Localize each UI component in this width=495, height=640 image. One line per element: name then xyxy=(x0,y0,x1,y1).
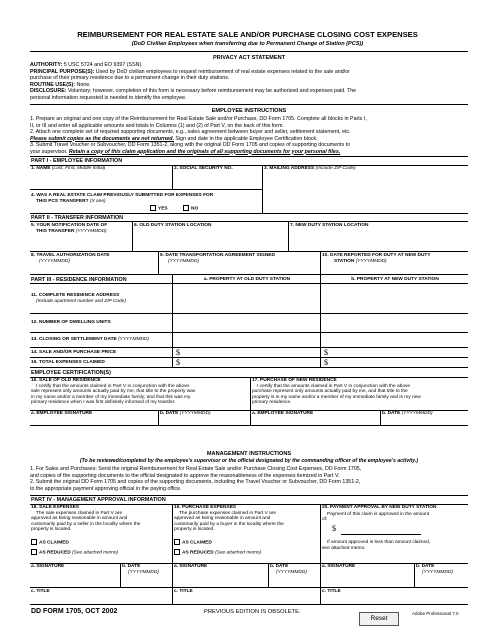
checkbox-box[interactable] xyxy=(150,205,156,211)
employee-instructions-text xyxy=(30,116,468,155)
authority-text: 5 USC 5724 and EO 9397 (SSN). xyxy=(63,62,143,68)
q15-label: 15. TOTAL EXPENSES CLAIMED xyxy=(31,360,105,365)
divider xyxy=(30,104,468,105)
purpose-text-1: Used by DoD civilian employees to request reimbursement of real estate expenses related to the sale and/or xyxy=(95,68,350,75)
q11-hint: (Include apartment number and ZIP Code) xyxy=(36,298,126,304)
management-instructions-heading: MANAGEMENT INSTRUCTIONS xyxy=(206,451,292,457)
divider xyxy=(320,251,321,274)
divider xyxy=(30,213,468,214)
divider xyxy=(30,367,468,368)
old-duty-station-field[interactable]: 6. OLD DUTY STATION LOCATION xyxy=(134,223,212,228)
q9-label: 9. DATE TRANSPORTATION AGREEMENT SIGNED xyxy=(160,253,275,258)
q19-as-claimed[interactable] xyxy=(174,539,212,546)
q18-block xyxy=(31,505,171,533)
privacy-heading: PRIVACY ACT STATEMENT xyxy=(212,55,286,61)
divider xyxy=(30,313,468,314)
q20-label: 20. PAYMENT APPROVAL BY NEW DUTY STATION xyxy=(322,505,437,510)
instruction-text: your supervisor. xyxy=(30,148,69,155)
q18-text: property is located. xyxy=(31,527,72,533)
instruction-line: and copies of the supporting documents to the official designated to approve the reasonableness of the expenses itemized in Part V. xyxy=(30,472,340,479)
divider xyxy=(158,410,159,425)
q16-text: sale represent only amounts actually paid by me, that title to the property was xyxy=(31,389,196,395)
as-claimed-label: AS CLAIMED xyxy=(39,539,69,545)
date-label: b. DATE xyxy=(382,411,401,416)
q20-signature-field[interactable]: a. SIGNATURE xyxy=(322,564,356,569)
management-instructions-subheading: (To be reviewed/completed by the employee's supervisor or the official designated by the commanding officer of the employee's activity.) xyxy=(79,458,419,464)
date-hint: (YYYYMMDD) xyxy=(276,569,307,575)
divider xyxy=(30,274,468,275)
date-hint: (YYYYMMDD) xyxy=(179,411,211,416)
q18-as-reduced[interactable] xyxy=(31,549,118,556)
divider xyxy=(172,274,173,283)
q18-text: customarily paid by a seller in the locality where the xyxy=(31,521,141,527)
address-label: 3. MAILING ADDRESS xyxy=(264,166,315,171)
q5-label: 5. YOUR NOTIFICATION DATE OF xyxy=(31,223,108,228)
q17-text: primary residence. xyxy=(252,400,292,406)
q18-date-field[interactable] xyxy=(122,564,159,575)
divider xyxy=(30,251,468,252)
q19-block xyxy=(174,505,319,533)
date-hint: (YYYYMMDD) xyxy=(422,569,453,575)
divider xyxy=(30,51,468,52)
authority-label: AUTHORITY: xyxy=(30,62,63,68)
q4-label xyxy=(31,193,213,204)
q4-hint: (X one) xyxy=(89,198,106,204)
q10-label: 10. DATE REPORTED FOR DUTY AT NEW DUTY xyxy=(322,253,431,258)
q8-hint: (YYYYMMDD) xyxy=(39,258,70,264)
address-hint: (Include ZIP Code) xyxy=(315,166,356,171)
name-field[interactable] xyxy=(31,166,105,172)
divider xyxy=(262,189,263,213)
date-hint: (YYYYMMDD) xyxy=(401,411,433,416)
checkbox-box[interactable] xyxy=(31,539,37,545)
as-reduced-hint: (See attached memo) xyxy=(215,549,262,555)
name-label: 1. NAME xyxy=(31,166,51,171)
column-new-property: b. PROPERTY AT NEW DUTY STATION xyxy=(351,277,439,282)
q4-text: THIS PCS TRANSFER? xyxy=(36,198,89,204)
q20-title-field[interactable]: c. TITLE xyxy=(322,589,341,594)
part1-heading: PART I - EMPLOYEE INFORMATION xyxy=(31,158,123,164)
travel-auth-date-field[interactable] xyxy=(31,253,110,264)
ssn-field[interactable]: 2. SOCIAL SECURITY NO. xyxy=(174,166,233,171)
divider xyxy=(288,221,289,251)
part4-heading: PART IV - MANAGEMENT APPROVAL INFORMATION xyxy=(31,497,166,503)
divider xyxy=(30,332,468,333)
part2-heading: PART II - TRANSFER INFORMATION xyxy=(31,214,124,221)
date-hint: (YYYYMMDD) xyxy=(128,569,159,575)
q5-hint: (YYYYMMDD) xyxy=(75,228,107,234)
q20-text: If amount approved is less than amount claimed, xyxy=(327,540,431,545)
as-claimed-label: AS CLAIMED xyxy=(182,539,212,545)
divider xyxy=(320,283,321,368)
checkbox-box[interactable] xyxy=(174,549,180,555)
divider xyxy=(30,156,468,157)
name-hint: (Last, First, Middle Initial) xyxy=(51,166,106,171)
q16-text: I certify that the amounts claimed in Part V in conjunction with the above xyxy=(36,383,190,389)
divider xyxy=(30,425,468,426)
q19-date-field[interactable] xyxy=(270,564,307,575)
disclosure-label: DISCLOSURE: xyxy=(30,88,67,94)
checkbox-box[interactable] xyxy=(174,539,180,545)
q16-date-field[interactable] xyxy=(160,411,211,417)
divider xyxy=(172,283,173,368)
divider xyxy=(120,563,121,587)
instruction-line xyxy=(30,149,468,156)
date-label: b. DATE xyxy=(160,411,179,416)
instruction-line: II, or III and enter all applicable amounts and totals in Columns (1) and (2) of Part V, on the back of this form. xyxy=(30,122,284,129)
divider xyxy=(30,357,468,358)
q19-as-reduced[interactable] xyxy=(174,549,261,556)
divider xyxy=(30,495,468,496)
amount-underline xyxy=(341,534,421,535)
q11-text: 11. COMPLETE RESIDENCE ADDRESS xyxy=(31,293,120,298)
mailing-address-field[interactable] xyxy=(264,166,356,172)
disclosure-text-1: Voluntary; however, completion of this form is necessary before reimbursement may be authorized and expenses paid. The xyxy=(67,88,357,94)
divider xyxy=(414,563,415,587)
form-title: REIMBURSEMENT FOR REAL ESTATE SALE AND/OR PURCHASE CLOSING COST EXPENSES xyxy=(77,30,418,39)
transport-agreement-date-field[interactable] xyxy=(160,253,275,264)
no-label: NO xyxy=(191,205,199,211)
q15-new-dollar[interactable]: $ xyxy=(324,357,328,367)
divider xyxy=(30,347,468,348)
divider xyxy=(30,587,468,588)
divider xyxy=(172,165,173,189)
q17-signature-field[interactable]: a. EMPLOYEE SIGNATURE xyxy=(252,411,314,416)
divider xyxy=(250,377,251,425)
q4-text: 4. WAS A REAL ESTATE CLAIM PREVIOUSLY SUBMITTED FOR EXPENSES FOR xyxy=(31,193,214,198)
q14-label: 14. SALE AND/OR PURCHASE PRICE xyxy=(31,350,117,355)
q5-label: THIS TRANSFER xyxy=(36,228,75,234)
instruction-line: 3. Submit Travel Voucher or Subvoucher, DD Form 1351-2, along with the original DD Form 1705 and copies of supporting documents to xyxy=(30,142,351,148)
q13-label xyxy=(31,337,149,343)
q18-label: 18. SALE EXPENSES xyxy=(31,505,79,510)
date-reported-field[interactable] xyxy=(322,253,431,264)
q10-hint: (YYYYMMDD) xyxy=(355,258,387,264)
privacy-purpose xyxy=(30,69,468,82)
disclosure-text-2: personal information requested is needed to identify the employee. xyxy=(30,94,187,101)
q10-label: STATION xyxy=(334,258,355,264)
software-note: Adobe Professional 7.0 xyxy=(412,611,459,616)
divider xyxy=(30,563,468,564)
instruction-line: 1. For Sales and Purchases: Send the original Reimbursement for Real Estate Sale and/or Purchase Closing Cost Expenses, DD Form 1705, xyxy=(30,466,362,472)
management-instructions-text xyxy=(30,466,468,492)
instruction-line: 1. Prepare an original and one copy of the Reimbursement for Real Estate Sale and/or Purchase, DD Form 1705. Complete all blocks in Parts I, xyxy=(30,116,367,122)
divider xyxy=(320,504,321,604)
q19-signature-field[interactable]: a. SIGNATURE xyxy=(174,564,208,569)
form-subtitle: (DoD Civilian Employees when transferring due to Permanent Change of Station (PCS)) xyxy=(131,41,364,47)
instruction-emphasis: Retain a copy of this claim application and the originals of all supporting documents for your personal files. xyxy=(68,148,341,155)
q19-text: approved as being reasonable in amount and xyxy=(174,516,271,522)
q20-text: of: xyxy=(322,517,328,523)
checkbox-box[interactable] xyxy=(31,549,37,555)
q17-block xyxy=(252,378,468,406)
q16-block xyxy=(31,378,251,406)
as-reduced-hint: (See attached memo) xyxy=(72,549,119,555)
routine-text: None. xyxy=(76,81,91,88)
q20-block xyxy=(322,505,468,523)
q17-label: 17. PURCHASE OF NEW RESIDENCE xyxy=(252,378,337,383)
q17-text: purchase represent only amounts actually paid by me, and that title to the xyxy=(252,389,408,395)
q15-old-dollar[interactable]: $ xyxy=(176,357,180,367)
q9-hint: (YYYYMMDD) xyxy=(168,258,199,264)
reset-button[interactable]: Reset xyxy=(359,612,399,626)
q16-text: primary residence when I was first definitely informed of my transfer. xyxy=(31,400,176,406)
privacy-disclosure xyxy=(30,88,468,101)
q8-label: 8. TRAVEL AUTHORIZATION DATE xyxy=(31,253,110,258)
certification-heading: EMPLOYEE CERTIFICATION(S) xyxy=(31,370,111,376)
form-id: DD FORM 1705, OCT 2002 xyxy=(31,608,118,615)
q18-title-field[interactable]: c. TITLE xyxy=(31,589,50,594)
q19-text: The purchase expenses claimed in Part V are xyxy=(179,510,277,516)
divider xyxy=(380,410,381,425)
purpose-label: PRINCIPAL PURPOSE(S): xyxy=(30,68,95,75)
divider xyxy=(268,563,269,587)
q14-new-dollar[interactable]: $ xyxy=(324,347,328,357)
q19-text: customarily paid by a buyer in the locality where the xyxy=(174,521,284,527)
yes-label: YES xyxy=(158,205,168,211)
checkbox-box[interactable] xyxy=(183,205,189,211)
divider xyxy=(30,604,468,605)
as-reduced-label: AS REDUCED xyxy=(39,549,71,555)
divider xyxy=(262,165,263,189)
q17-date-field[interactable] xyxy=(382,411,433,417)
q11-label xyxy=(31,293,126,304)
q18-as-claimed[interactable] xyxy=(31,539,69,546)
date-label: b. DATE xyxy=(270,564,289,569)
purpose-text-2: purchase of their primary residence due to a permanent change in their duty stations. xyxy=(30,75,230,81)
routine-label: ROUTINE USE(S): xyxy=(30,81,76,88)
q20-text: Payment of this claim is approved in the amount xyxy=(327,511,430,517)
q16-label: 16. SALE OF OLD RESIDENCE xyxy=(31,378,101,383)
q20-text: see attached memo. xyxy=(322,545,366,551)
q5-field[interactable] xyxy=(31,223,107,234)
obsolete-notice: PREVIOUS EDITION IS OBSOLETE. xyxy=(204,609,301,615)
part3-heading: PART III - RESIDENCE INFORMATION xyxy=(31,276,127,283)
q16-signature-field[interactable]: a. EMPLOYEE SIGNATURE xyxy=(31,411,93,416)
divider xyxy=(30,283,468,284)
no-checkbox[interactable] xyxy=(183,205,198,212)
q20-date-field[interactable] xyxy=(416,564,453,575)
as-reduced-label: AS REDUCED xyxy=(182,549,214,555)
divider xyxy=(30,189,262,190)
q12-label: 12. NUMBER OF DWELLING UNITS xyxy=(31,320,111,325)
q20-note xyxy=(322,540,468,551)
instruction-emphasis: Please submit copies as the documents are not returned. xyxy=(30,135,174,142)
q13-hint: (YYYYMMDD) xyxy=(118,337,149,342)
q17-text: I certify that the amounts claimed in Part V in conjunction with the above xyxy=(257,383,411,389)
instruction-line: 2. Attach one complete set of required supporting documents, e.g., sales agreement between buyer and seller, settlement statement, etc. xyxy=(30,129,351,135)
instruction-text: Sign and date in the applicable Employee Certification block. xyxy=(173,135,318,142)
q19-label: 19. PURCHASE EXPENSES xyxy=(174,505,237,510)
q13-text: 13. CLOSING OR SETTLEMENT DATE xyxy=(31,337,117,342)
divider xyxy=(158,251,159,274)
q19-title-field[interactable]: c. TITLE xyxy=(174,589,193,594)
divider xyxy=(132,221,133,251)
date-label: b. DATE xyxy=(122,564,141,569)
instruction-line: to the appropriate payment approving official in the paying office. xyxy=(30,485,182,492)
divider xyxy=(320,274,321,283)
q18-text: The sale expenses claimed in Part V are xyxy=(36,510,123,516)
q14-old-dollar[interactable]: $ xyxy=(176,347,180,357)
q18-signature-field[interactable]: a. SIGNATURE xyxy=(31,564,65,569)
q16-text: in my name and/or a member of my immediate family; and that this was my xyxy=(31,394,191,400)
divider xyxy=(30,221,468,222)
q20-amount-field[interactable]: $ xyxy=(332,524,336,533)
yes-checkbox[interactable] xyxy=(150,205,168,212)
q18-text: approved as being reasonable in amount and xyxy=(31,516,128,522)
divider xyxy=(172,504,173,604)
date-label: b. DATE xyxy=(416,564,435,569)
q19-text: property is located. xyxy=(174,527,215,533)
q17-text: property is in my name and/or a member of my immediate family and is my new xyxy=(252,394,421,400)
new-duty-station-field[interactable]: 7. NEW DUTY STATION LOCATION xyxy=(290,223,369,228)
instruction-line: 2. Submit the original DD Form 1705 and copies of the supporting documents, including the Travel Voucher or Subvoucher, DD Form 1351-2, xyxy=(30,479,361,485)
column-old-property: a. PROPERTY AT OLD DUTY STATION xyxy=(203,277,291,282)
employee-instructions-heading: EMPLOYEE INSTRUCTIONS xyxy=(211,108,287,114)
